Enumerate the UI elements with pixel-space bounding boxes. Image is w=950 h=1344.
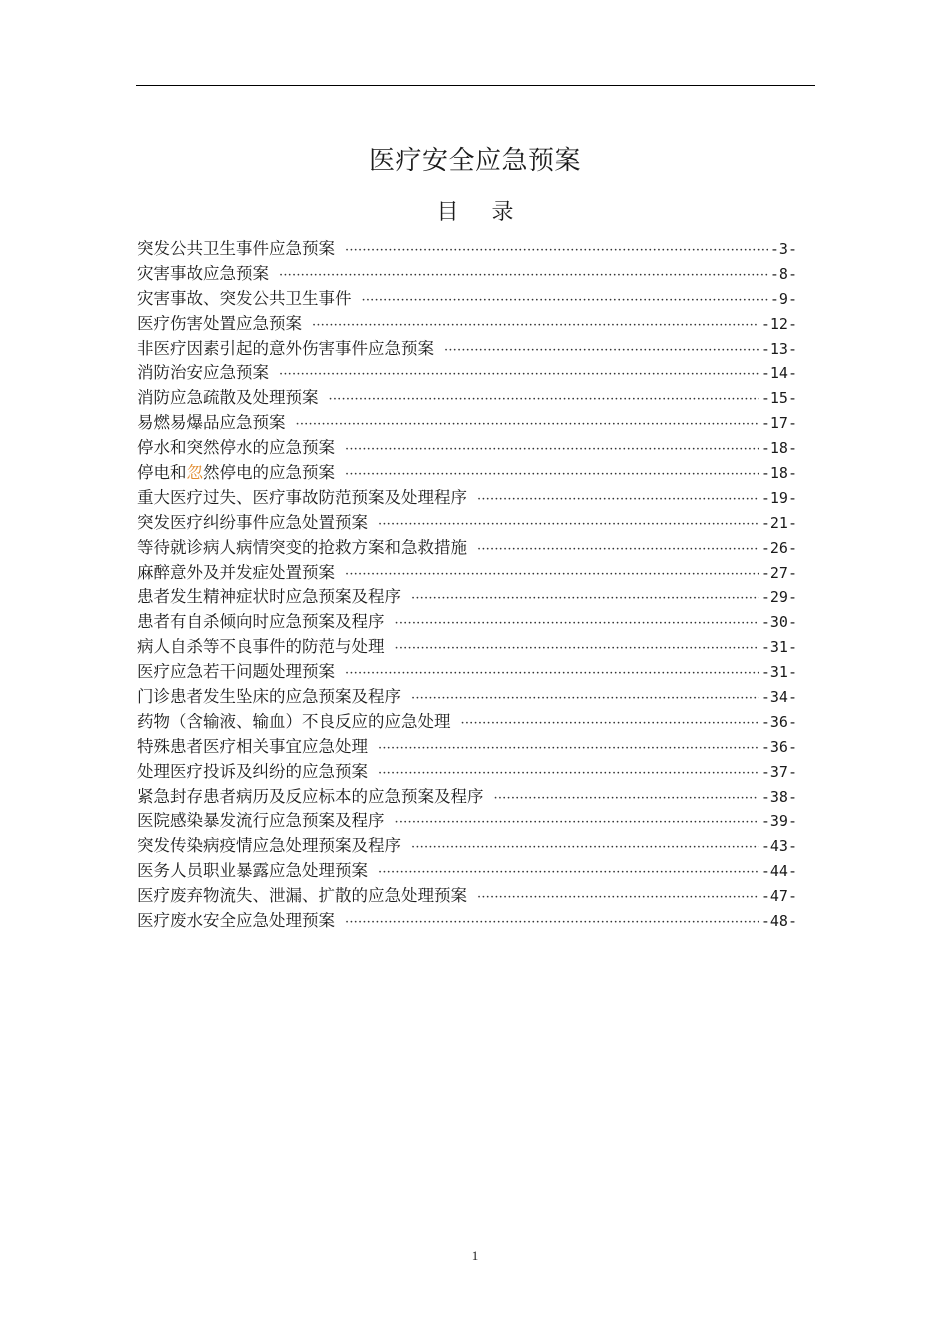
toc-entry-title: [137, 909, 335, 934]
toc-entry-title-text: 医疗应急若干问题处理预案: [137, 662, 335, 682]
toc-entry-page: -15-: [760, 389, 797, 408]
toc-dot-leader: [312, 314, 759, 339]
toc-entry-page: -3-: [769, 240, 797, 258]
toc-entry-page: -34-: [760, 688, 797, 707]
toc-entry[interactable]: [137, 561, 797, 586]
toc-entry[interactable]: [137, 834, 797, 859]
toc-entry[interactable]: [137, 312, 797, 337]
toc-entry[interactable]: [137, 511, 797, 536]
toc-entry-title-text: 特殊患者医疗相关事宜应急处理: [137, 736, 368, 756]
toc-entry-title: [137, 610, 385, 635]
toc-entry-page: -31-: [760, 638, 797, 657]
toc-entry-title-text: 麻醉意外及并发症处置预案: [137, 562, 335, 582]
toc-entry-title-text: 灾害事故应急预案: [137, 263, 269, 283]
toc-entry-title-text: 突发医疗纠纷事件应急处置预案: [137, 512, 368, 532]
toc-entry-title: [137, 436, 335, 461]
toc-entry-title: [137, 859, 368, 884]
toc-entry[interactable]: [137, 436, 797, 461]
toc-entry[interactable]: [137, 710, 797, 735]
toc-entry[interactable]: [137, 735, 797, 760]
toc-dot-leader: [345, 911, 759, 936]
toc-entry[interactable]: [137, 760, 797, 785]
toc-entry-title-text: 灾害事故、突发公共卫生事件: [137, 288, 352, 308]
toc-entry-title: [137, 287, 352, 312]
toc-entry-page: -13-: [760, 339, 797, 358]
toc-entry-title-text: 消防应急疏散及处理预案: [137, 388, 319, 408]
toc-entry-title: [137, 884, 467, 909]
toc-entry-title: [137, 536, 467, 561]
toc-entry[interactable]: [137, 809, 797, 834]
toc-entry-title: [137, 237, 335, 262]
toc-entry-title: [137, 561, 335, 586]
toc-entry[interactable]: [137, 909, 797, 934]
toc-entry-page: -19-: [760, 488, 797, 507]
toc-entry-title: [137, 809, 385, 834]
toc-entry-title: [137, 735, 368, 760]
toc-entry-title-text: 患者发生精神症状时应急预案及程序: [137, 587, 401, 607]
toc-entry-title: [137, 834, 401, 859]
toc-entry-page: -30-: [760, 613, 797, 632]
toc-dot-leader: [411, 587, 759, 612]
toc-entry[interactable]: [137, 486, 797, 511]
toc-entry-page: -43-: [760, 837, 797, 856]
toc-dot-leader: [345, 563, 759, 588]
toc-entry-page: -36-: [760, 712, 797, 731]
toc-entry[interactable]: [137, 685, 797, 710]
toc-entry-title-text: 处理医疗投诉及纠纷的应急预案: [137, 761, 368, 781]
toc-entry[interactable]: [137, 536, 797, 561]
toc-dot-leader: [345, 239, 768, 264]
toc-entry-title: [137, 262, 269, 287]
toc-entry[interactable]: [137, 237, 797, 262]
toc-entry-title-text: 消防治安应急预案: [137, 363, 269, 383]
toc-entry-page: -48-: [760, 912, 797, 931]
toc-entry-title-text: 等待就诊病人病情突变的抢救方案和急救措施: [137, 537, 467, 557]
toc-dot-leader: [494, 787, 759, 812]
toc-entry[interactable]: [137, 411, 797, 436]
toc-dot-leader: [395, 637, 759, 662]
toc-dot-leader: [362, 289, 768, 314]
table-of-contents: [137, 237, 797, 934]
toc-dot-leader: [378, 762, 759, 787]
toc-entry-page: -21-: [760, 513, 797, 532]
toc-dot-leader: [395, 612, 759, 637]
toc-entry-page: -44-: [760, 862, 797, 881]
toc-entry-title: [137, 486, 467, 511]
toc-entry-page: -18-: [760, 439, 797, 458]
document-title: 医疗安全应急预案: [368, 146, 581, 176]
toc-entry-title-text: 停水和突然停水的应急预案: [137, 438, 335, 458]
toc-entry-title-text-cont: 然停电的应急预案: [203, 463, 335, 483]
header-rule: [136, 85, 815, 86]
page-number: 1: [471, 1248, 479, 1263]
toc-entry[interactable]: [137, 287, 797, 312]
toc-dot-leader: [477, 538, 759, 563]
toc-entry-page: -26-: [760, 538, 797, 557]
toc-entry-title-text: 医疗废弃物流失、泄漏、扩散的应急处理预案: [137, 886, 467, 906]
toc-entry-title: [137, 337, 434, 362]
toc-entry-title-text: 突发公共卫生事件应急预案: [137, 239, 335, 258]
toc-dot-leader: [444, 339, 759, 364]
toc-entry-title-text: 停电和: [137, 463, 187, 483]
toc-entry-title-text: 患者有自杀倾向时应急预案及程序: [137, 612, 385, 632]
toc-entry-title: [137, 312, 302, 337]
toc-dot-leader: [345, 662, 759, 687]
toc-entry-page: -17-: [760, 414, 797, 433]
toc-dot-leader: [279, 264, 768, 289]
toc-entry-page: -12-: [760, 314, 797, 333]
toc-entry-page: -36-: [760, 737, 797, 756]
toc-entry-title: [137, 386, 319, 411]
toc-entry-page: -47-: [760, 887, 797, 906]
toc-entry-page: -27-: [760, 563, 797, 582]
toc-entry-title: [137, 635, 385, 660]
toc-entry-title: [137, 461, 335, 486]
toc-entry-title-text: 医疗伤害处置应急预案: [137, 313, 302, 333]
toc-dot-leader: [477, 886, 759, 911]
toc-dot-leader: [345, 463, 759, 488]
toc-dot-leader: [477, 488, 759, 513]
toc-entry[interactable]: [137, 635, 797, 660]
toc-entry-title: [137, 411, 286, 436]
toc-entry-title-text: 医疗废水安全应急处理预案: [137, 911, 335, 931]
toc-dot-leader: [378, 861, 759, 886]
toc-entry-title: [137, 585, 401, 610]
toc-entry-title-text: 紧急封存患者病历及反应标本的应急预案及程序: [137, 786, 484, 806]
toc-dot-leader: [345, 438, 759, 463]
toc-entry-page: -9-: [769, 289, 797, 308]
toc-entry-title: [137, 760, 368, 785]
toc-heading: 目 录: [436, 200, 514, 225]
toc-entry-title-text: 门诊患者发生坠床的应急预案及程序: [137, 687, 401, 707]
toc-entry-page: -31-: [760, 663, 797, 682]
toc-entry-page: -14-: [760, 364, 797, 383]
toc-entry-page: -37-: [760, 762, 797, 781]
toc-entry-title-text: 医院感染暴发流行应急预案及程序: [137, 811, 385, 831]
toc-dot-leader: [378, 737, 759, 762]
toc-entry-title-text: 非医疗因素引起的意外伤害事件应急预案: [137, 338, 434, 358]
toc-entry[interactable]: [137, 859, 797, 884]
toc-entry-title: [137, 785, 484, 810]
toc-entry[interactable]: [137, 884, 797, 909]
toc-entry[interactable]: [137, 610, 797, 635]
toc-entry-title: [137, 710, 451, 735]
toc-dot-leader: [279, 363, 759, 388]
toc-entry-title-text: 医务人员职业暴露应急处理预案: [137, 861, 368, 881]
toc-entry-page: -39-: [760, 812, 797, 831]
toc-entry[interactable]: [137, 337, 797, 362]
toc-entry[interactable]: [137, 461, 797, 486]
toc-entry-highlighted-char: 忽: [186, 463, 203, 483]
toc-entry[interactable]: [137, 386, 797, 411]
toc-entry-title-text: 重大医疗过失、医疗事故防范预案及处理程序: [137, 487, 467, 507]
toc-entry-title: [137, 511, 368, 536]
toc-entry-title-text: 易燃易爆品应急预案: [137, 413, 286, 433]
toc-entry-title: [137, 361, 269, 386]
toc-entry-page: -18-: [760, 464, 797, 483]
toc-dot-leader: [461, 712, 759, 737]
toc-entry-title: [137, 685, 401, 710]
toc-entry[interactable]: [137, 660, 797, 685]
toc-dot-leader: [411, 687, 759, 712]
toc-dot-leader: [411, 836, 759, 861]
toc-entry-page: -29-: [760, 588, 797, 607]
toc-entry-page: -8-: [769, 264, 797, 283]
toc-entry-title-text: 突发传染病疫情应急处理预案及程序: [137, 836, 401, 856]
toc-entry-page: -38-: [760, 787, 797, 806]
toc-entry-title: [137, 660, 335, 685]
toc-entry-title-text: 药物（含输液、输血）不良反应的应急处理: [137, 711, 451, 731]
toc-entry[interactable]: [137, 262, 797, 287]
toc-dot-leader: [296, 413, 759, 438]
toc-dot-leader: [378, 513, 759, 538]
toc-entry-title-text: 病人自杀等不良事件的防范与处理: [137, 637, 385, 657]
toc-entry[interactable]: [137, 585, 797, 610]
toc-dot-leader: [329, 388, 759, 413]
toc-entry[interactable]: [137, 785, 797, 810]
toc-dot-leader: [395, 811, 759, 836]
toc-entry[interactable]: [137, 361, 797, 386]
